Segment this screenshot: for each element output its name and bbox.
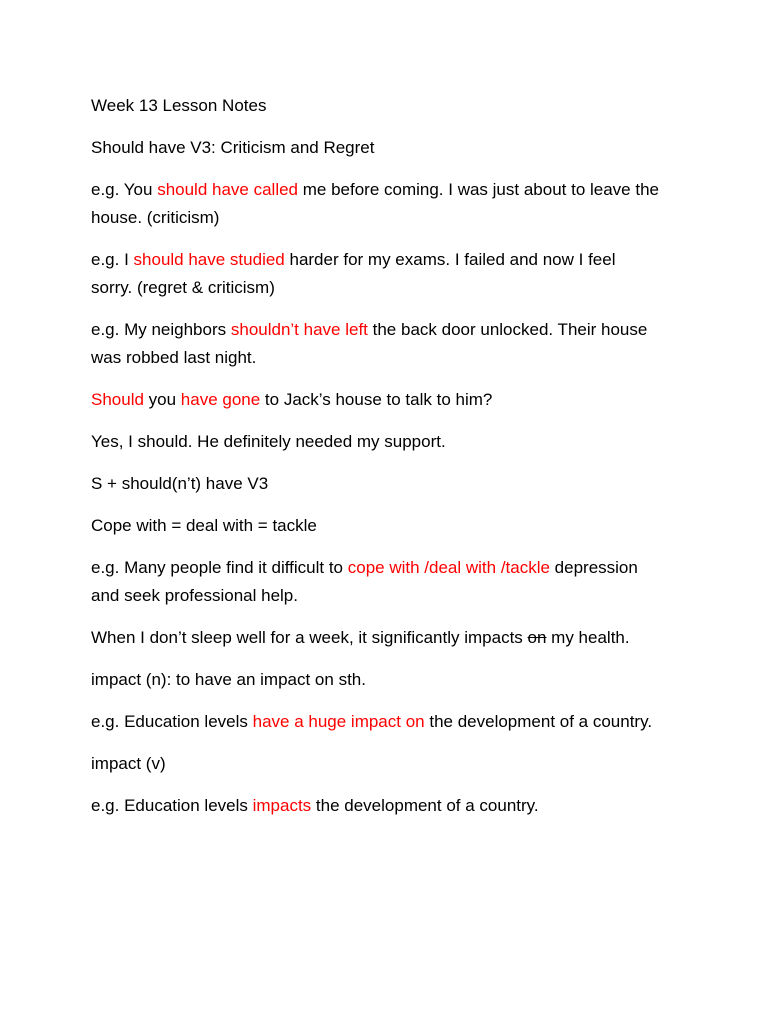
example-paragraph: e.g. Education levels have a huge impact on the development of a country. xyxy=(91,712,653,731)
example-paragraph: e.g. Many people find it difficult to cope with /deal with /tackle depression and seek professional help. xyxy=(91,558,638,605)
page-title: Week 13 Lesson Notes xyxy=(91,96,267,115)
example-paragraph: e.g. You should have called me before coming. I was just about to leave the house. (criticism) xyxy=(91,180,659,227)
struck-word: on xyxy=(527,628,547,647)
highlighted-phrase: cope with /deal with /tackle xyxy=(347,558,550,577)
correction-paragraph: When I don’t sleep well for a week, it significantly impacts on my health. xyxy=(91,628,630,647)
formula-paragraph: S + should(n’t) have V3 xyxy=(91,474,269,493)
synonyms-paragraph: Cope with = deal with = tackle xyxy=(91,516,317,535)
highlighted-phrase: Should xyxy=(91,390,144,409)
highlighted-phrase: impacts xyxy=(252,796,312,815)
highlighted-phrase: have gone xyxy=(180,390,261,409)
definition-paragraph: impact (n): to have an impact on sth. xyxy=(91,670,366,689)
question-paragraph: Should you have gone to Jack’s house to talk to him? xyxy=(91,390,493,409)
highlighted-phrase: should have called xyxy=(157,180,299,199)
highlighted-phrase: shouldn’t have left xyxy=(230,320,368,339)
highlighted-phrase: have a huge impact on xyxy=(252,712,425,731)
example-paragraph: e.g. I should have studied harder for my exams. I failed and now I feel sorry. (regret & criticism) xyxy=(91,250,616,297)
highlighted-phrase: should have studied xyxy=(133,250,285,269)
definition-paragraph: impact (v) xyxy=(91,754,166,773)
document-body xyxy=(91,92,661,834)
example-paragraph: e.g. Education levels impacts the development of a country. xyxy=(91,796,539,815)
answer-paragraph: Yes, I should. He definitely needed my support. xyxy=(91,432,446,451)
section-heading: Should have V3: Criticism and Regret xyxy=(91,138,375,157)
example-paragraph: e.g. My neighbors shouldn’t have left the back door unlocked. Their house was robbed last night. xyxy=(91,320,648,367)
